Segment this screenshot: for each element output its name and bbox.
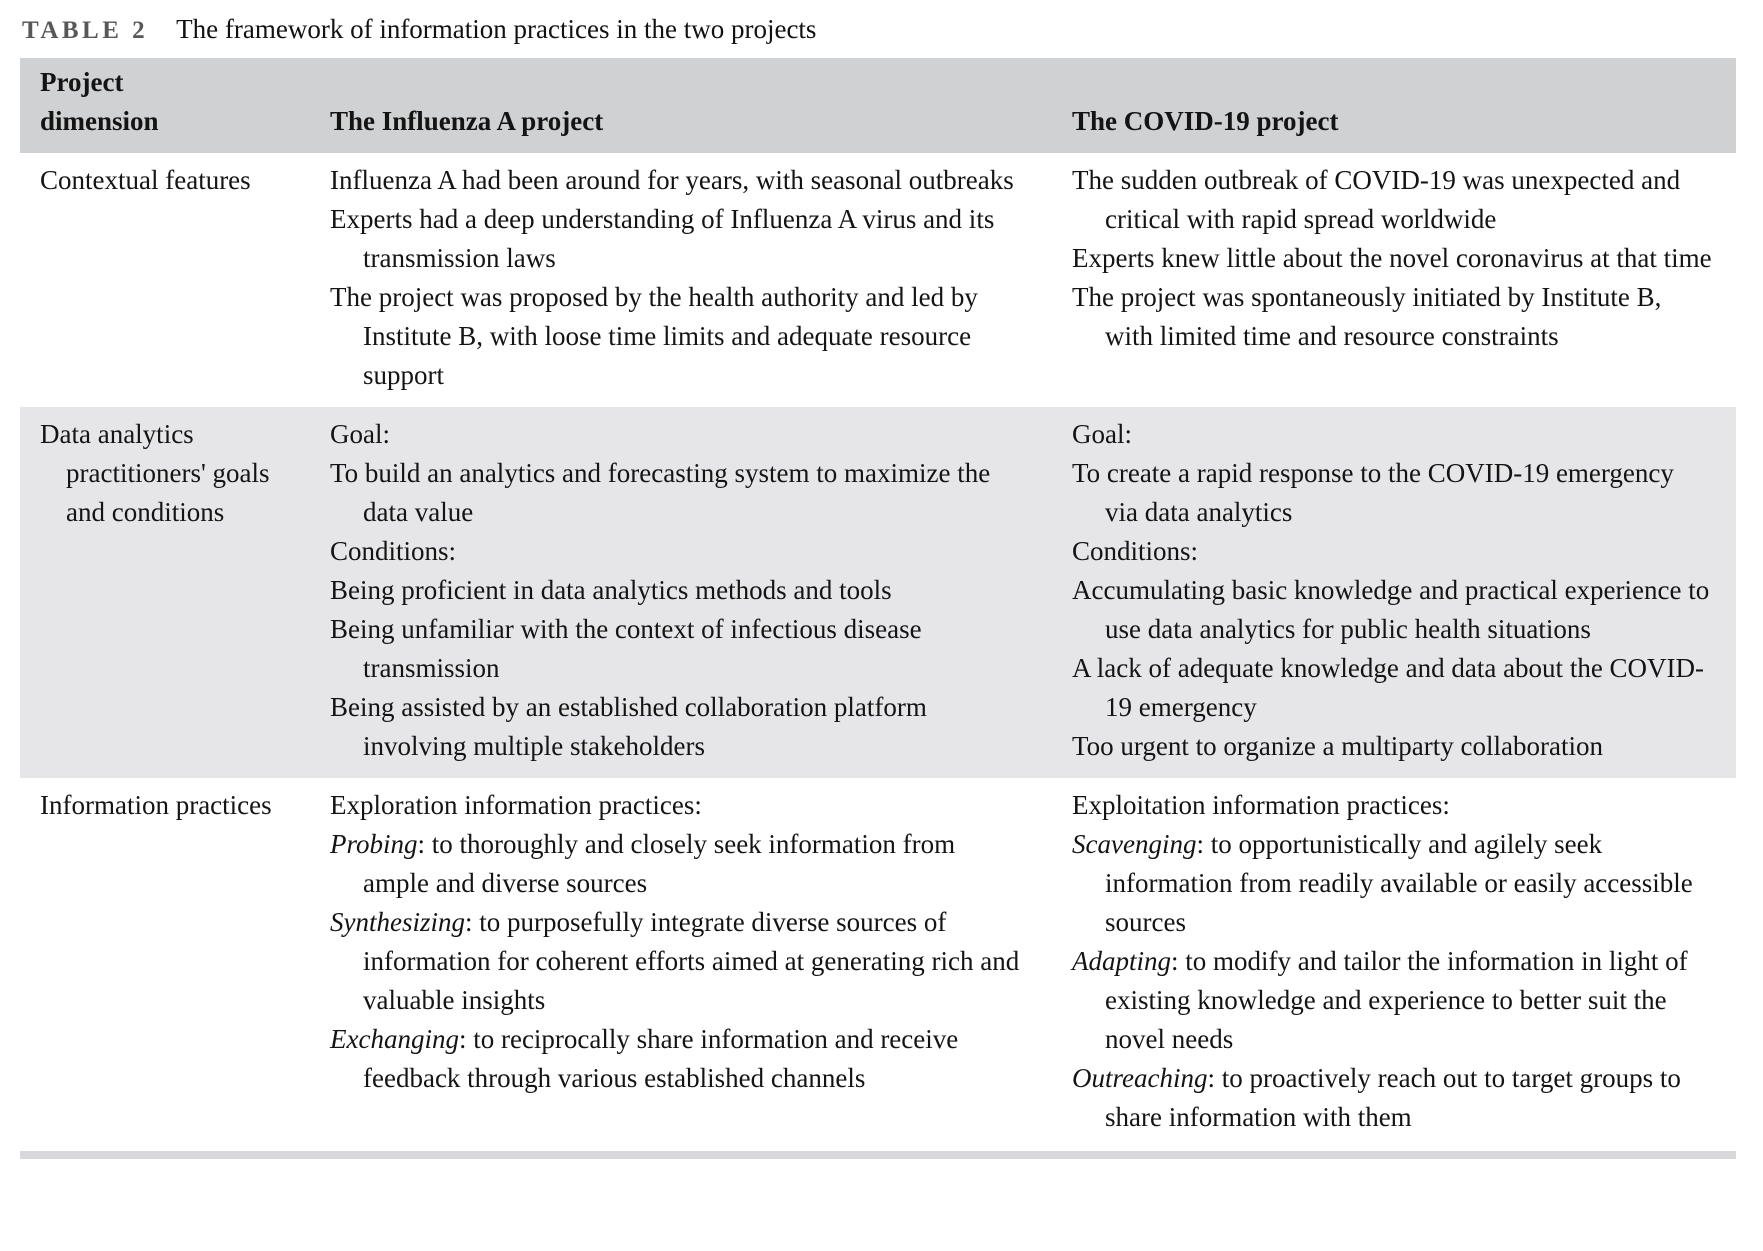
- practice-term: Outreaching: [1072, 1063, 1208, 1093]
- table-body: [20, 153, 1736, 1149]
- table-paragraph: Conditions:: [1072, 536, 1199, 566]
- table-row: [20, 407, 1736, 778]
- practice-term: Probing: [330, 829, 418, 859]
- table-paragraph: Exchanging: to reciprocally share information and receive feedback through various established channels: [330, 1024, 959, 1093]
- table-paragraph: The sudden outbreak of COVID-19 was unexpected and critical with rapid spread worldwide: [1072, 165, 1681, 234]
- header-cell-covid-project: [1072, 58, 1736, 153]
- header-label: The COVID-19 project: [1072, 106, 1339, 136]
- table-header-row: [20, 58, 1736, 153]
- practice-term: Exchanging: [330, 1024, 459, 1054]
- table-cell: [330, 778, 1072, 1149]
- table-paragraph: Being proficient in data analytics methods and tools: [330, 575, 892, 605]
- practice-term: Scavenging: [1072, 829, 1197, 859]
- table-cell: [1072, 778, 1736, 1149]
- table-cell: [330, 153, 1072, 407]
- table-caption-title: The framework of information practices in the two projects: [176, 14, 817, 44]
- table-paragraph: To create a rapid response to the COVID-19 emergency via data analytics: [1072, 458, 1674, 527]
- table-caption-label: TABLE 2: [22, 17, 149, 44]
- table-row: [20, 778, 1736, 1149]
- table-paragraph: Scavenging: to opportunistically and agilely seek information from readily available or easily accessible sources: [1072, 829, 1693, 937]
- practice-term: Synthesizing: [330, 907, 465, 937]
- table-caption: [22, 14, 1736, 45]
- table-paragraph: Being unfamiliar with the context of infectious disease transmission: [330, 614, 922, 683]
- practice-term: Adapting: [1072, 946, 1171, 976]
- table-paragraph: Contextual features: [40, 165, 251, 195]
- header-label: Project dimension: [40, 67, 159, 136]
- table-paragraph: Experts knew little about the novel coronavirus at that time: [1072, 243, 1712, 273]
- table-paragraph: Adapting: to modify and tailor the information in light of existing knowledge and experience to better suit the novel needs: [1072, 946, 1688, 1054]
- table-paragraph: Accumulating basic knowledge and practical experience to use data analytics for public health situations: [1072, 575, 1710, 644]
- table-paragraph: Influenza A had been around for years, with seasonal outbreaks: [330, 165, 1014, 195]
- table-paragraph: Synthesizing: to purposefully integrate diverse sources of information for coherent efforts aimed at generating rich and valuable insights: [330, 907, 1020, 1015]
- table-paragraph: Exploitation information practices:: [1072, 790, 1450, 820]
- table-paragraph: Outreaching: to proactively reach out to target groups to share information with them: [1072, 1063, 1681, 1132]
- header-cell-influenza-project: [330, 58, 1072, 153]
- table-paragraph: Conditions:: [330, 536, 457, 566]
- table-paragraph: Goal:: [1072, 419, 1132, 449]
- table-paragraph: The project was proposed by the health authority and led by Institute B, with loose time limits and adequate resource support: [330, 282, 978, 390]
- table-paragraph: Data analytics practitioners' goals and conditions: [40, 419, 270, 527]
- table-cell: [1072, 153, 1736, 407]
- table-cell: [20, 778, 330, 1149]
- table-paragraph: Being assisted by an established collaboration platform involving multiple stakeholders: [330, 692, 927, 761]
- table-paragraph: Probing: to thoroughly and closely seek information from ample and diverse sources: [330, 829, 956, 898]
- table-paragraph: Too urgent to organize a multiparty collaboration: [1072, 731, 1603, 761]
- table-row: [20, 153, 1736, 407]
- table-cell: [20, 153, 330, 407]
- table-paragraph: Experts had a deep understanding of Influenza A virus and its transmission laws: [330, 204, 995, 273]
- table-cell: [20, 407, 330, 778]
- header-cell-project-dimension: [20, 58, 330, 153]
- header-label: The Influenza A project: [330, 106, 604, 136]
- table-cell: [330, 407, 1072, 778]
- table-paragraph: A lack of adequate knowledge and data about the COVID-19 emergency: [1072, 653, 1705, 722]
- table-bottom-rule: [20, 1151, 1736, 1159]
- table-paragraph: The project was spontaneously initiated by Institute B, with limited time and resource constraints: [1072, 282, 1662, 351]
- table-paragraph: Information practices: [40, 790, 272, 820]
- table-paragraph: Exploration information practices:: [330, 790, 702, 820]
- table-paragraph: Goal:: [330, 419, 390, 449]
- table-cell: [1072, 407, 1736, 778]
- table-paragraph: To build an analytics and forecasting system to maximize the data value: [330, 458, 991, 527]
- framework-table: [20, 58, 1736, 1159]
